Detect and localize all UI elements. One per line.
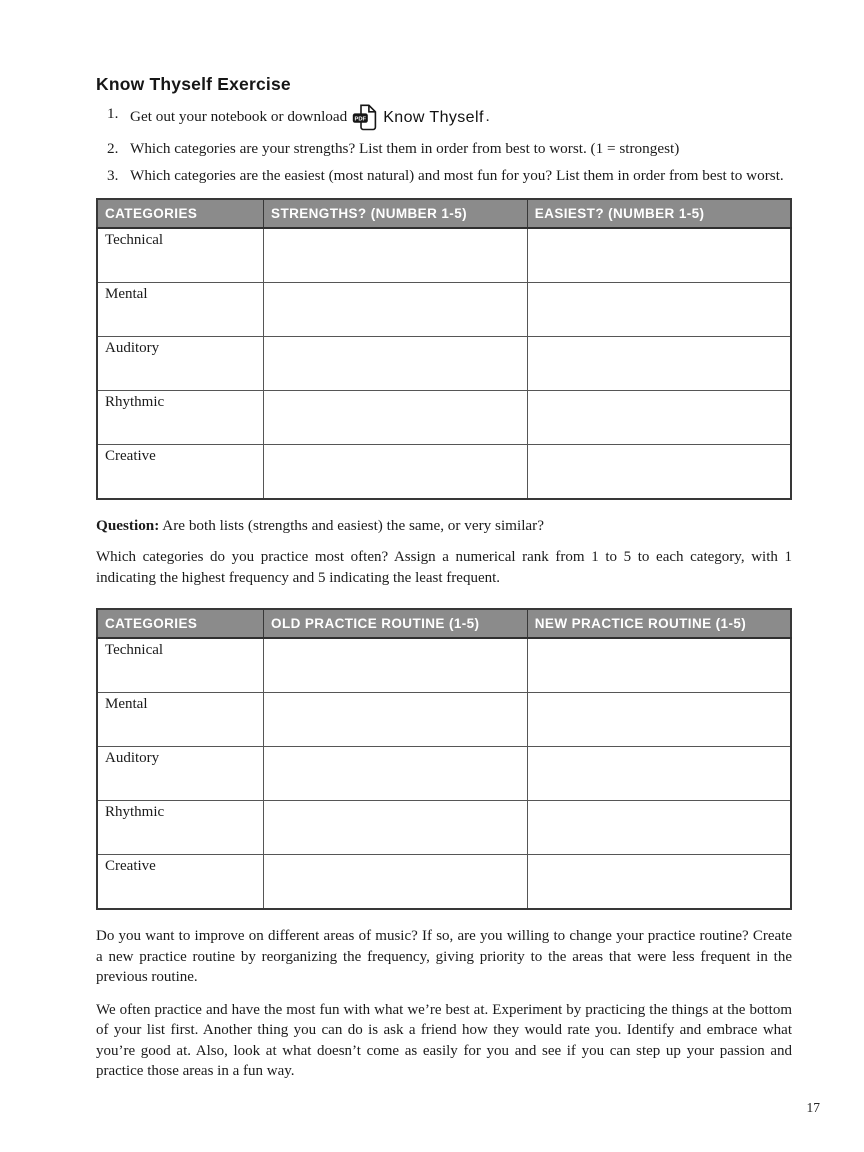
- practice-routine-table: [96, 608, 792, 910]
- list-number: 2.: [107, 140, 119, 157]
- strengths-table: [96, 198, 792, 500]
- table-row: [97, 283, 791, 337]
- blank-cell: [264, 638, 528, 693]
- category-cell: Technical: [97, 228, 264, 283]
- category-cell: Rhythmic: [97, 801, 264, 855]
- svg-text:PDF: PDF: [354, 116, 367, 123]
- blank-cell: [264, 445, 528, 500]
- category-cell: Auditory: [97, 337, 264, 391]
- column-header-strengths: STRENGTHS? (NUMBER 1-5): [264, 199, 528, 228]
- column-header-categories: CATEGORIES: [97, 199, 264, 228]
- practice-frequency-paragraph: Which categories do you practice most often? Assign a numerical rank from 1 to 5 to each category, with 1 indicating the highest frequency and 5 indicating the least frequent.: [96, 549, 792, 586]
- table-row: [97, 747, 791, 801]
- category-cell: Rhythmic: [97, 391, 264, 445]
- blank-cell: [527, 391, 791, 445]
- column-header-new-routine: NEW PRACTICE ROUTINE (1-5): [527, 609, 791, 638]
- blank-cell: [264, 855, 528, 910]
- pdf-download-link[interactable]: [352, 104, 484, 131]
- table-row: [97, 855, 791, 910]
- blank-cell: [527, 693, 791, 747]
- instructions-list: [96, 104, 792, 185]
- blank-cell: [527, 228, 791, 283]
- column-header-easiest: EASIEST? (NUMBER 1-5): [527, 199, 791, 228]
- list-item-2: [96, 139, 792, 158]
- blank-cell: [264, 391, 528, 445]
- blank-cell: [527, 638, 791, 693]
- pdf-link-label: Know Thyself: [383, 109, 484, 126]
- question-label: Question:: [96, 517, 160, 534]
- question-text: Are both lists (strengths and easiest) the same, or very similar?: [159, 517, 544, 534]
- category-cell: Creative: [97, 445, 264, 500]
- column-header-categories: CATEGORIES: [97, 609, 264, 638]
- blank-cell: [527, 855, 791, 910]
- blank-cell: [264, 747, 528, 801]
- strengths-table-header-row: [97, 199, 791, 228]
- reflection-paragraph: We often practice and have the most fun with what we’re best at. Experiment by practicing the things at the bottom of your list first. Another thing you can do is ask a friend how they would rate you. Identify and embrace what you’re good at. Also, look at what doesn’t come as easily for you and see if you can step up your passion and practice those areas in a fun way.: [96, 1001, 792, 1079]
- blank-cell: [264, 283, 528, 337]
- blank-cell: [264, 693, 528, 747]
- list-item-1: [96, 104, 792, 131]
- list-item-3: [96, 166, 792, 185]
- blank-cell: [264, 801, 528, 855]
- list-item-text: Get out your notebook or download PDF Know Thyself .: [130, 104, 792, 131]
- page-number: 17: [806, 1100, 820, 1115]
- table-row: [97, 228, 791, 283]
- blank-cell: [527, 445, 791, 500]
- page-title: Know Thyself Exercise: [96, 74, 291, 94]
- category-cell: Creative: [97, 855, 264, 910]
- blank-cell: [264, 228, 528, 283]
- category-cell: Auditory: [97, 747, 264, 801]
- blank-cell: [264, 337, 528, 391]
- table-row: [97, 693, 791, 747]
- category-cell: Mental: [97, 283, 264, 337]
- routine-table-header-row: [97, 609, 791, 638]
- improve-paragraph: Do you want to improve on different areas of music? If so, are you willing to change your practice routine? Create a new practice routine by reorganizing the frequency, giving priority to the areas that were less frequent in the previous routine.: [96, 928, 792, 985]
- list-item-text: Which categories are the easiest (most natural) and most fun for you? List them in order from best to worst.: [130, 167, 784, 184]
- list-item-text: Which categories are your strengths? List them in order from best to worst. (1 = strongest): [130, 140, 680, 157]
- list-number: 3.: [107, 167, 119, 184]
- pdf-file-icon: [352, 104, 378, 131]
- table-row: [97, 337, 791, 391]
- blank-cell: [527, 283, 791, 337]
- column-header-old-routine: OLD PRACTICE ROUTINE (1-5): [264, 609, 528, 638]
- question-line: [96, 516, 792, 535]
- table-row: [97, 445, 791, 500]
- list-number: 1.: [107, 105, 119, 122]
- blank-cell: [527, 337, 791, 391]
- table-row: [97, 638, 791, 693]
- category-cell: Technical: [97, 638, 264, 693]
- table-row: [97, 391, 791, 445]
- blank-cell: [527, 801, 791, 855]
- blank-cell: [527, 747, 791, 801]
- table-row: [97, 801, 791, 855]
- category-cell: Mental: [97, 693, 264, 747]
